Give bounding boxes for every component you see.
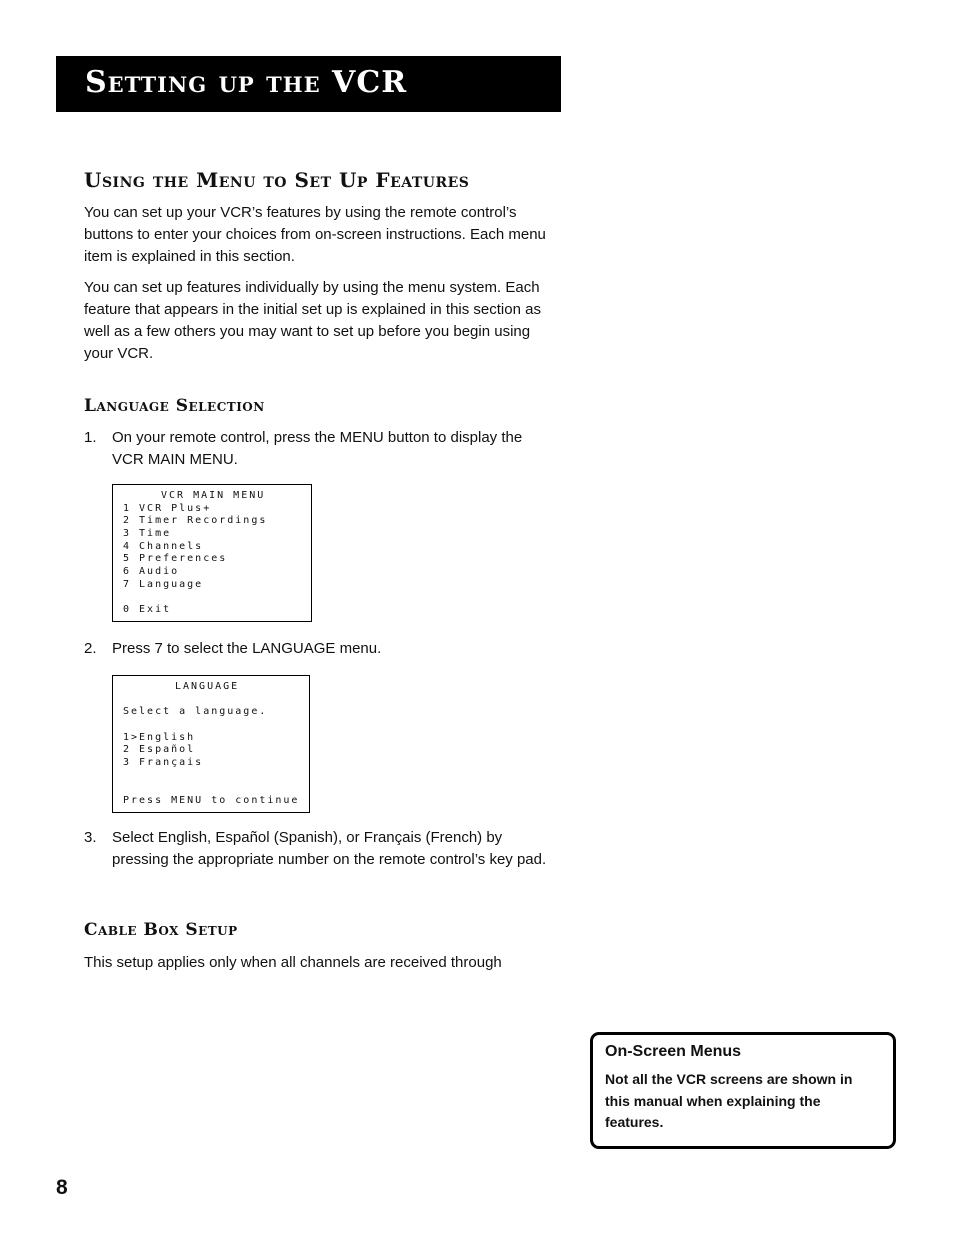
menu-item: 3 Time: [123, 528, 172, 540]
menu-item: 6 Audio: [123, 566, 180, 578]
step-number: 1.: [84, 429, 97, 446]
note-text: Not all the VCR screens are shown in this manual when explaining the features.: [605, 1071, 853, 1130]
language-option: 1>English: [123, 731, 196, 743]
section-heading-cable-box: Cable Box Setup: [84, 920, 238, 940]
step-text: Press 7 to select the LANGUAGE menu.: [112, 640, 382, 657]
screen-title: VCR MAIN MENU: [161, 490, 266, 501]
intro-paragraph-2: You can set up features individually by using the menu system. Each feature that appears in the initial set up is explained in this section as well as a few others you may want to set up before you begin using your VCR.: [84, 279, 541, 362]
cable-box-text: This setup applies only when all channels are received through: [84, 954, 502, 971]
chapter-banner: [56, 56, 561, 112]
menu-spacer: [123, 592, 301, 605]
note-title: On-Screen Menus: [605, 1043, 742, 1060]
language-prompt: Select a language.: [123, 706, 268, 718]
menu-item: 4 Channels: [123, 540, 204, 552]
page-number: 8: [56, 1176, 68, 1199]
menu-item: 0 Exit: [123, 604, 172, 616]
screen-footer: Press MENU to continue: [123, 795, 300, 807]
screen-blank: [123, 694, 299, 707]
menu-item: 2 Timer Recordings: [123, 515, 268, 527]
language-screen: [112, 675, 310, 813]
vcr-main-menu-screen: [112, 484, 312, 622]
screen-blank: [123, 783, 299, 796]
step-number: 2.: [84, 640, 97, 657]
section-heading-menu-setup: Using the Menu to Set Up Features: [84, 168, 470, 192]
language-option: 3 Français: [123, 757, 204, 769]
menu-item: 7 Language: [123, 578, 204, 590]
step-text: On your remote control, press the MENU button to display the VCR MAIN MENU.: [112, 429, 523, 468]
screen-blank: [123, 770, 299, 783]
menu-item: 5 Preferences: [123, 553, 228, 565]
step-number: 3.: [84, 829, 97, 846]
menu-item: 1 VCR Plus+: [123, 502, 212, 514]
screen-blank: [123, 719, 299, 732]
chapter-title: Setting up the VCR: [85, 65, 408, 100]
step-text: Select English, Español (Spanish), or Français (French) by pressing the appropriate number on the remote control’s key pad.: [112, 829, 547, 868]
screen-title: LANGUAGE: [175, 681, 240, 692]
language-option: 2 Español: [123, 744, 196, 756]
section-heading-language: Language Selection: [84, 396, 265, 416]
on-screen-menus-note: [590, 1032, 896, 1149]
intro-paragraph-1: You can set up your VCR’s features by using the remote control’s buttons to enter your choices from on-screen instructions. Each menu item is explained in this section.: [84, 204, 546, 265]
